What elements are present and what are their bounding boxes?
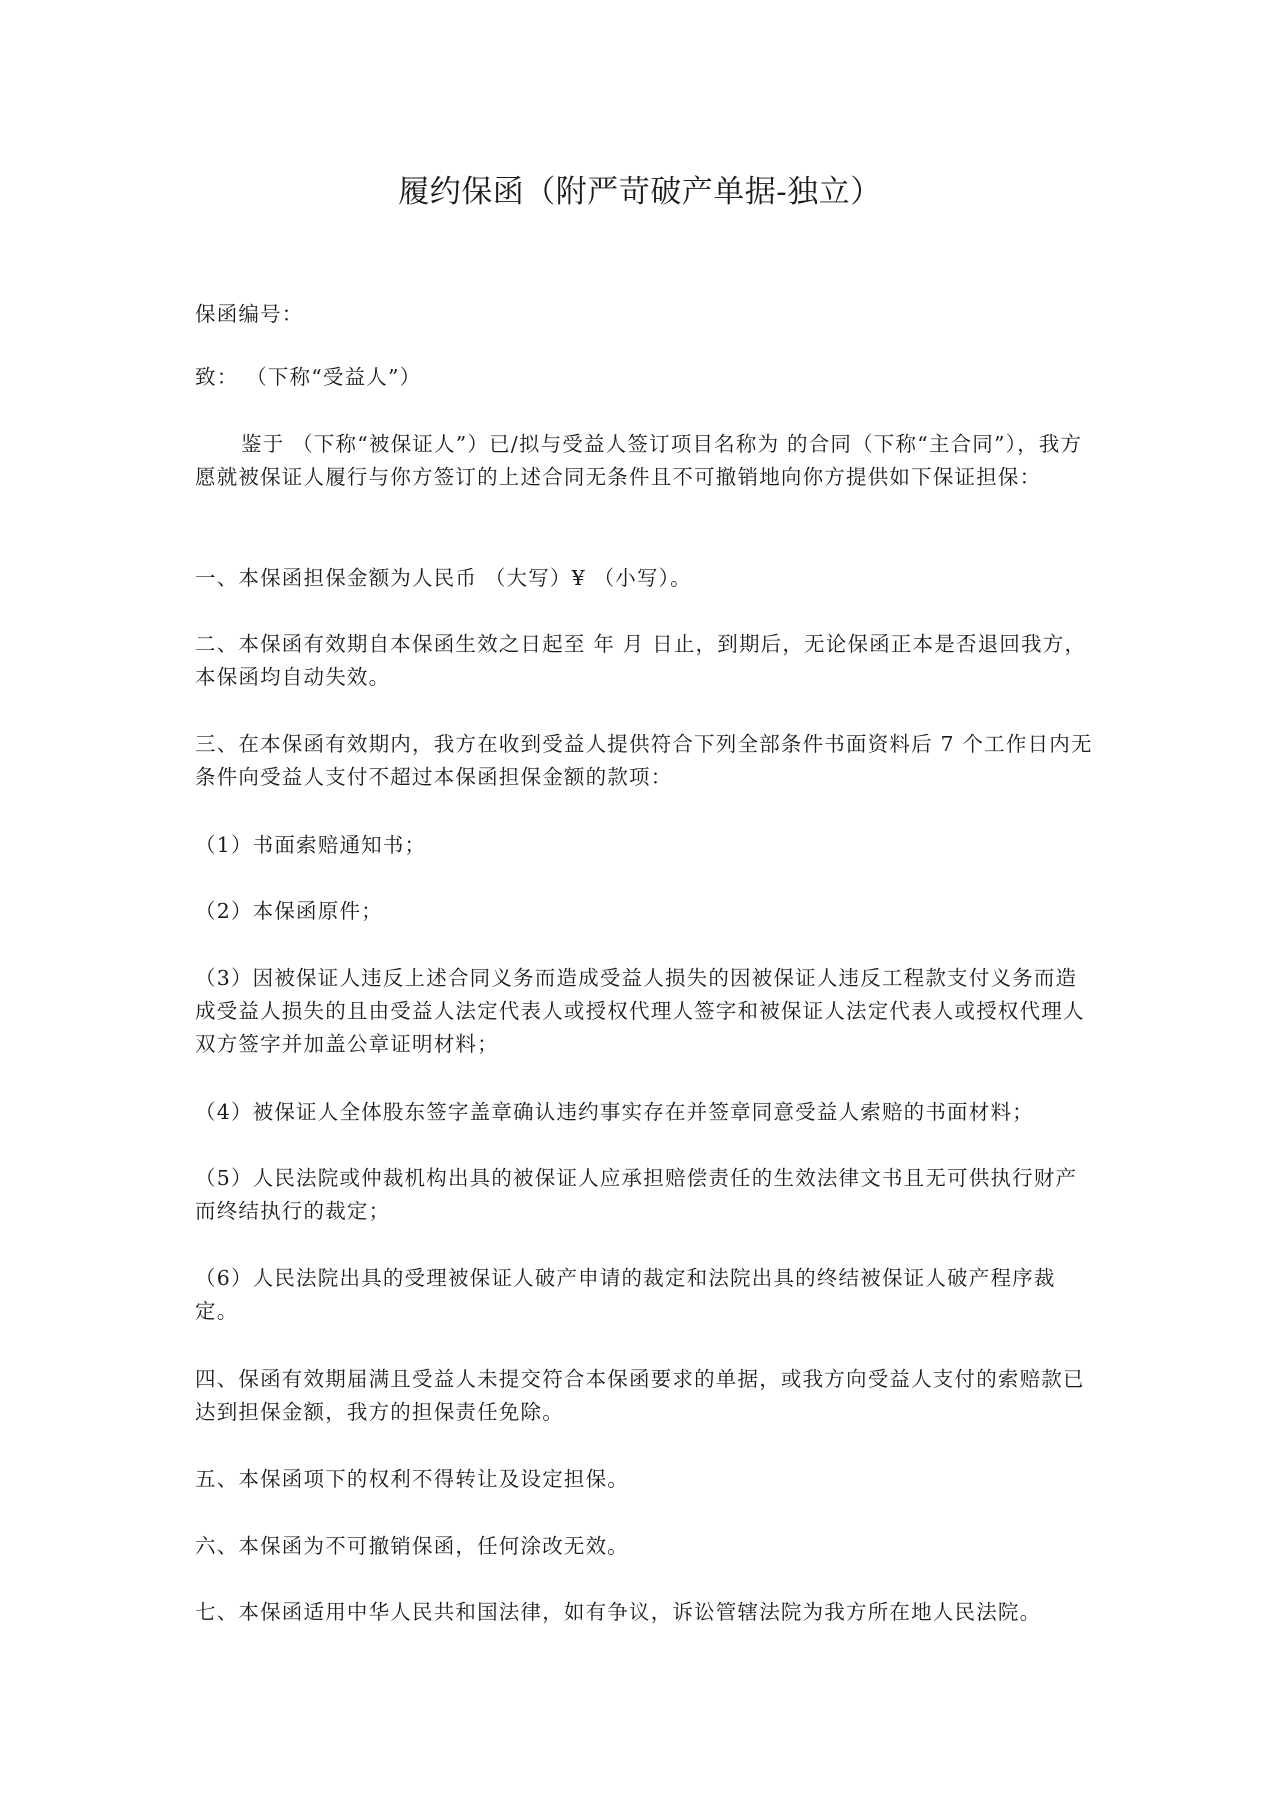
condition-item-3: （3）因被保证人违反上述合同义务而造成受益人损失的因被保证人违反工程款支付义务而造成受益人损失的且由受益人法定代表人或授权代理人签字和被保证人法定代表人或授权代理人双方签字并加盖公章证明材料； <box>195 966 1085 1056</box>
clause-2: 二、本保函有效期自本保函生效之日起至 年 月 日止，到期后，无论保函正本是否退回我方，本保函均自动失效。 <box>195 632 1087 689</box>
guarantee-number: 保函编号： <box>195 302 304 326</box>
preamble-paragraph: 鉴于 （下称“被保证人”）已/拟与受益人签订项目名称为 的合同（下称“主合同”），我方愿就被保证人履行与你方签订的上述合同无条件且不可撤销地向你方提供如下保证担保： <box>195 432 1083 489</box>
document-title: 履约保函（附严苛破产单据-独立） <box>398 174 882 210</box>
condition-item-6: （6）人民法院出具的受理被保证人破产申请的裁定和法院出具的终结被保证人破产程序裁定。 <box>195 1266 1056 1323</box>
condition-item-2: （2）本保函原件； <box>195 899 383 923</box>
condition-item-4: （4）被保证人全体股东签字盖章确认违约事实存在并签章同意受益人索赔的书面材料； <box>195 1100 1034 1124</box>
clause-6: 六、本保函为不可撤销保函，任何涂改无效。 <box>195 1534 629 1558</box>
clause-7: 七、本保函适用中华人民共和国法律，如有争议，诉讼管辖法院为我方所在地人民法院。 <box>195 1600 1042 1624</box>
addressee: 致： （下称“受益人”） <box>195 365 422 389</box>
clause-5: 五、本保函项下的权利不得转让及设定担保。 <box>195 1467 629 1491</box>
clause-3: 三、在本保函有效期内，我方在收到受益人提供符合下列全部条件书面资料后 7 个工作日内无条件向受益人支付不超过本保函担保金额的款项： <box>195 732 1093 789</box>
condition-item-1: （1）书面索赔通知书； <box>195 833 427 857</box>
condition-item-5: （5）人民法院或仲裁机构出具的被保证人应承担赔偿责任的生效法律文书且无可供执行财产而终结执行的裁定； <box>195 1166 1078 1223</box>
clause-1: 一、本保函担保金额为人民币 （大写）¥ （小写）。 <box>195 566 692 590</box>
clause-4: 四、保函有效期届满且受益人未提交符合本保函要求的单据，或我方向受益人支付的索赔款已达到担保金额，我方的担保责任免除。 <box>195 1367 1085 1424</box>
